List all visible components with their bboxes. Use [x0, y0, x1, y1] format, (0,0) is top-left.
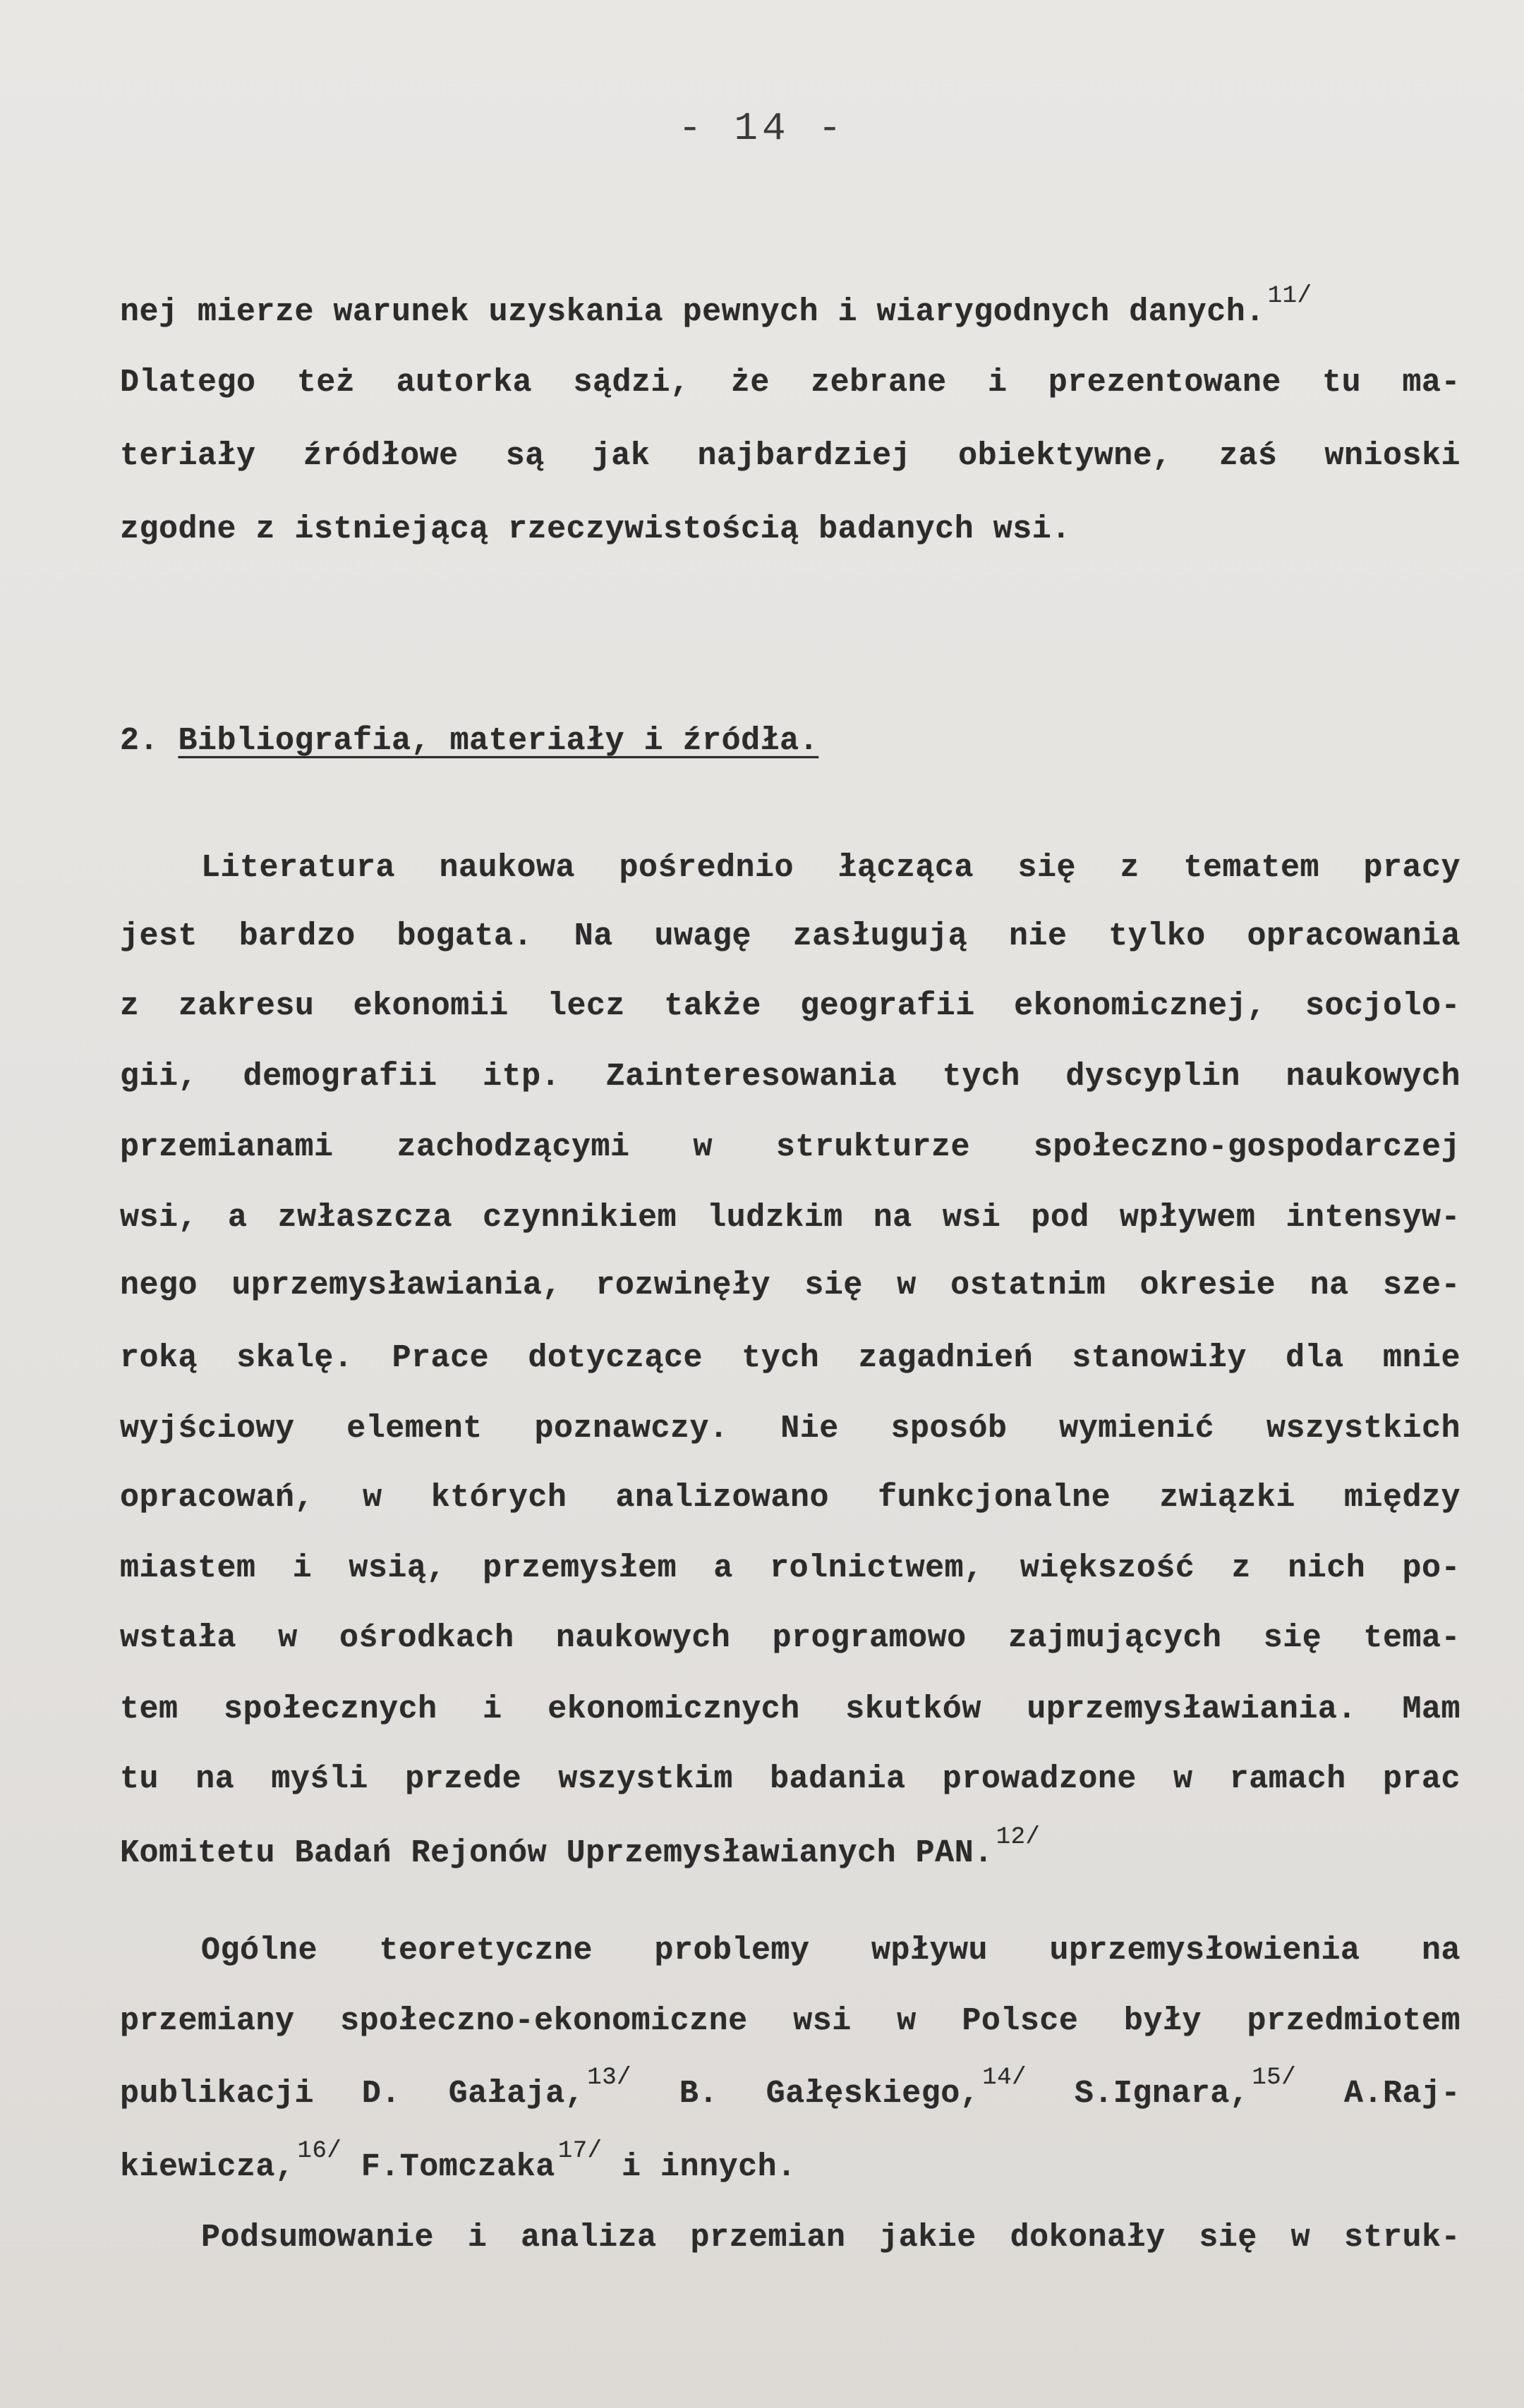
text-run: przemianami zachodzącymi w strukturze społeczno-gospodarczej: [120, 1129, 1460, 1165]
footnote-ref: 11/: [1267, 283, 1312, 310]
text-line: [201, 2222, 1460, 2254]
text-run: nej mierze warunek uzyskania pewnych i wiarygodnych danych.: [120, 294, 1265, 330]
text-run: przemiany społeczno-ekonomiczne wsi w Polsce były przedmiotem: [120, 2003, 1460, 2039]
footnote-ref: 12/: [996, 1824, 1041, 1851]
text-line: [120, 440, 1460, 472]
text-line: [120, 1342, 1460, 1374]
text-line: [120, 1061, 1460, 1093]
text-run: gii, demografii itp. Zainteresowania tych dyscyplin naukowych: [120, 1059, 1460, 1095]
text-run: wstała w ośrodkach naukowych programowo zajmujących się tema-: [120, 1620, 1460, 1656]
text-line: [120, 367, 1460, 399]
text-line: [120, 283, 1460, 330]
text-line: [120, 1622, 1460, 1654]
text-run: Podsumowanie i analiza przemian jakie dokonały się w struk-: [201, 2220, 1460, 2256]
text-line: [120, 2065, 1461, 2112]
text-run: i innych.: [602, 2149, 797, 2185]
text-run: Komitetu Badań Rejonów Uprzemysławianych PAN.: [120, 1835, 993, 1871]
footnote-ref: 13/: [587, 2065, 632, 2091]
text-run: nego uprzemysławiania, rozwinęły się w ostatnim okresie na sze-: [120, 1267, 1460, 1303]
text-run: F.Tomczaka: [341, 2149, 555, 2185]
text-run: miastem i wsią, przemysłem a rolnictwem, większość z nich po-: [120, 1550, 1460, 1586]
text-run: S.Ignara,: [1027, 2076, 1250, 2112]
text-line: [120, 1131, 1460, 1163]
text-line: [120, 2138, 1460, 2185]
text-line: [120, 1763, 1460, 1795]
footnote-ref: 15/: [1252, 2065, 1297, 2091]
text-run: zgodne z istniejącą rzeczywistością badanych wsi.: [120, 511, 1071, 547]
page-number: - 14 -: [678, 106, 846, 151]
text-line: [120, 1267, 1460, 1303]
text-run: jest bardzo bogata. Na uwagę zasługują nie tylko opracowania: [120, 918, 1460, 954]
text-run: opracowań, w których analizowano funkcjonalne związki między: [120, 1480, 1460, 1516]
text-line: [120, 1552, 1460, 1584]
text-line: [120, 920, 1460, 952]
text-run: publikacji D. Gałaja,: [120, 2076, 585, 2112]
text-line: [120, 2005, 1460, 2037]
text-run: [120, 723, 818, 759]
text-run: Literatura naukowa pośrednio łącząca się z tematem pracy: [201, 850, 1460, 886]
text-line: [120, 1482, 1460, 1514]
text-line: [120, 513, 1460, 545]
text-run: z zakresu ekonomii lecz także geografii ekonomicznej, socjolo-: [120, 988, 1460, 1024]
text-run: tu na myśli przede wszystkim badania prowadzone w ramach prac: [120, 1761, 1460, 1797]
text-run: tem społecznych i ekonomicznych skutków uprzemysławiania. Mam: [120, 1691, 1460, 1727]
footnote-ref: 16/: [297, 2138, 342, 2165]
footnote-ref: 14/: [982, 2065, 1027, 2091]
text-run: wyjściowy element poznawczy. Nie sposób wymienić wszystkich: [120, 1411, 1460, 1447]
text-run: A.Raj-: [1296, 2076, 1461, 2112]
text-run: kiewicza,: [120, 2149, 295, 2185]
text-run: roką skalę. Prace dotyczące tych zagadnień stanowiły dla mnie: [120, 1340, 1460, 1376]
text-line: [120, 1693, 1460, 1725]
section-number: 2.: [120, 723, 179, 759]
section-title: Bibliografia, materiały i źródła.: [178, 723, 819, 759]
text-run: Dlatego też autorka sądzi, że zebrane i prezentowane tu ma-: [120, 365, 1460, 401]
text-run: teriały źródłowe są jak najbardziej obiektywne, zaś wnioski: [120, 438, 1460, 474]
text-line: [201, 1933, 1460, 1969]
text-line: [120, 1202, 1460, 1234]
text-line: [201, 852, 1460, 884]
text-run: B. Gałęskiego,: [631, 2076, 980, 2112]
text-run: wsi, a zwłaszcza czynnikiem ludzkim na wsi pod wpływem intensyw-: [120, 1200, 1460, 1236]
text-run: Ogólne teoretyczne problemy wpływu uprzemysłowienia na: [201, 1933, 1460, 1969]
text-line: [120, 1413, 1460, 1445]
text-line: [120, 990, 1460, 1022]
text-line: [120, 1824, 1460, 1871]
footnote-ref: 17/: [557, 2138, 603, 2165]
section-heading: [120, 725, 1460, 757]
